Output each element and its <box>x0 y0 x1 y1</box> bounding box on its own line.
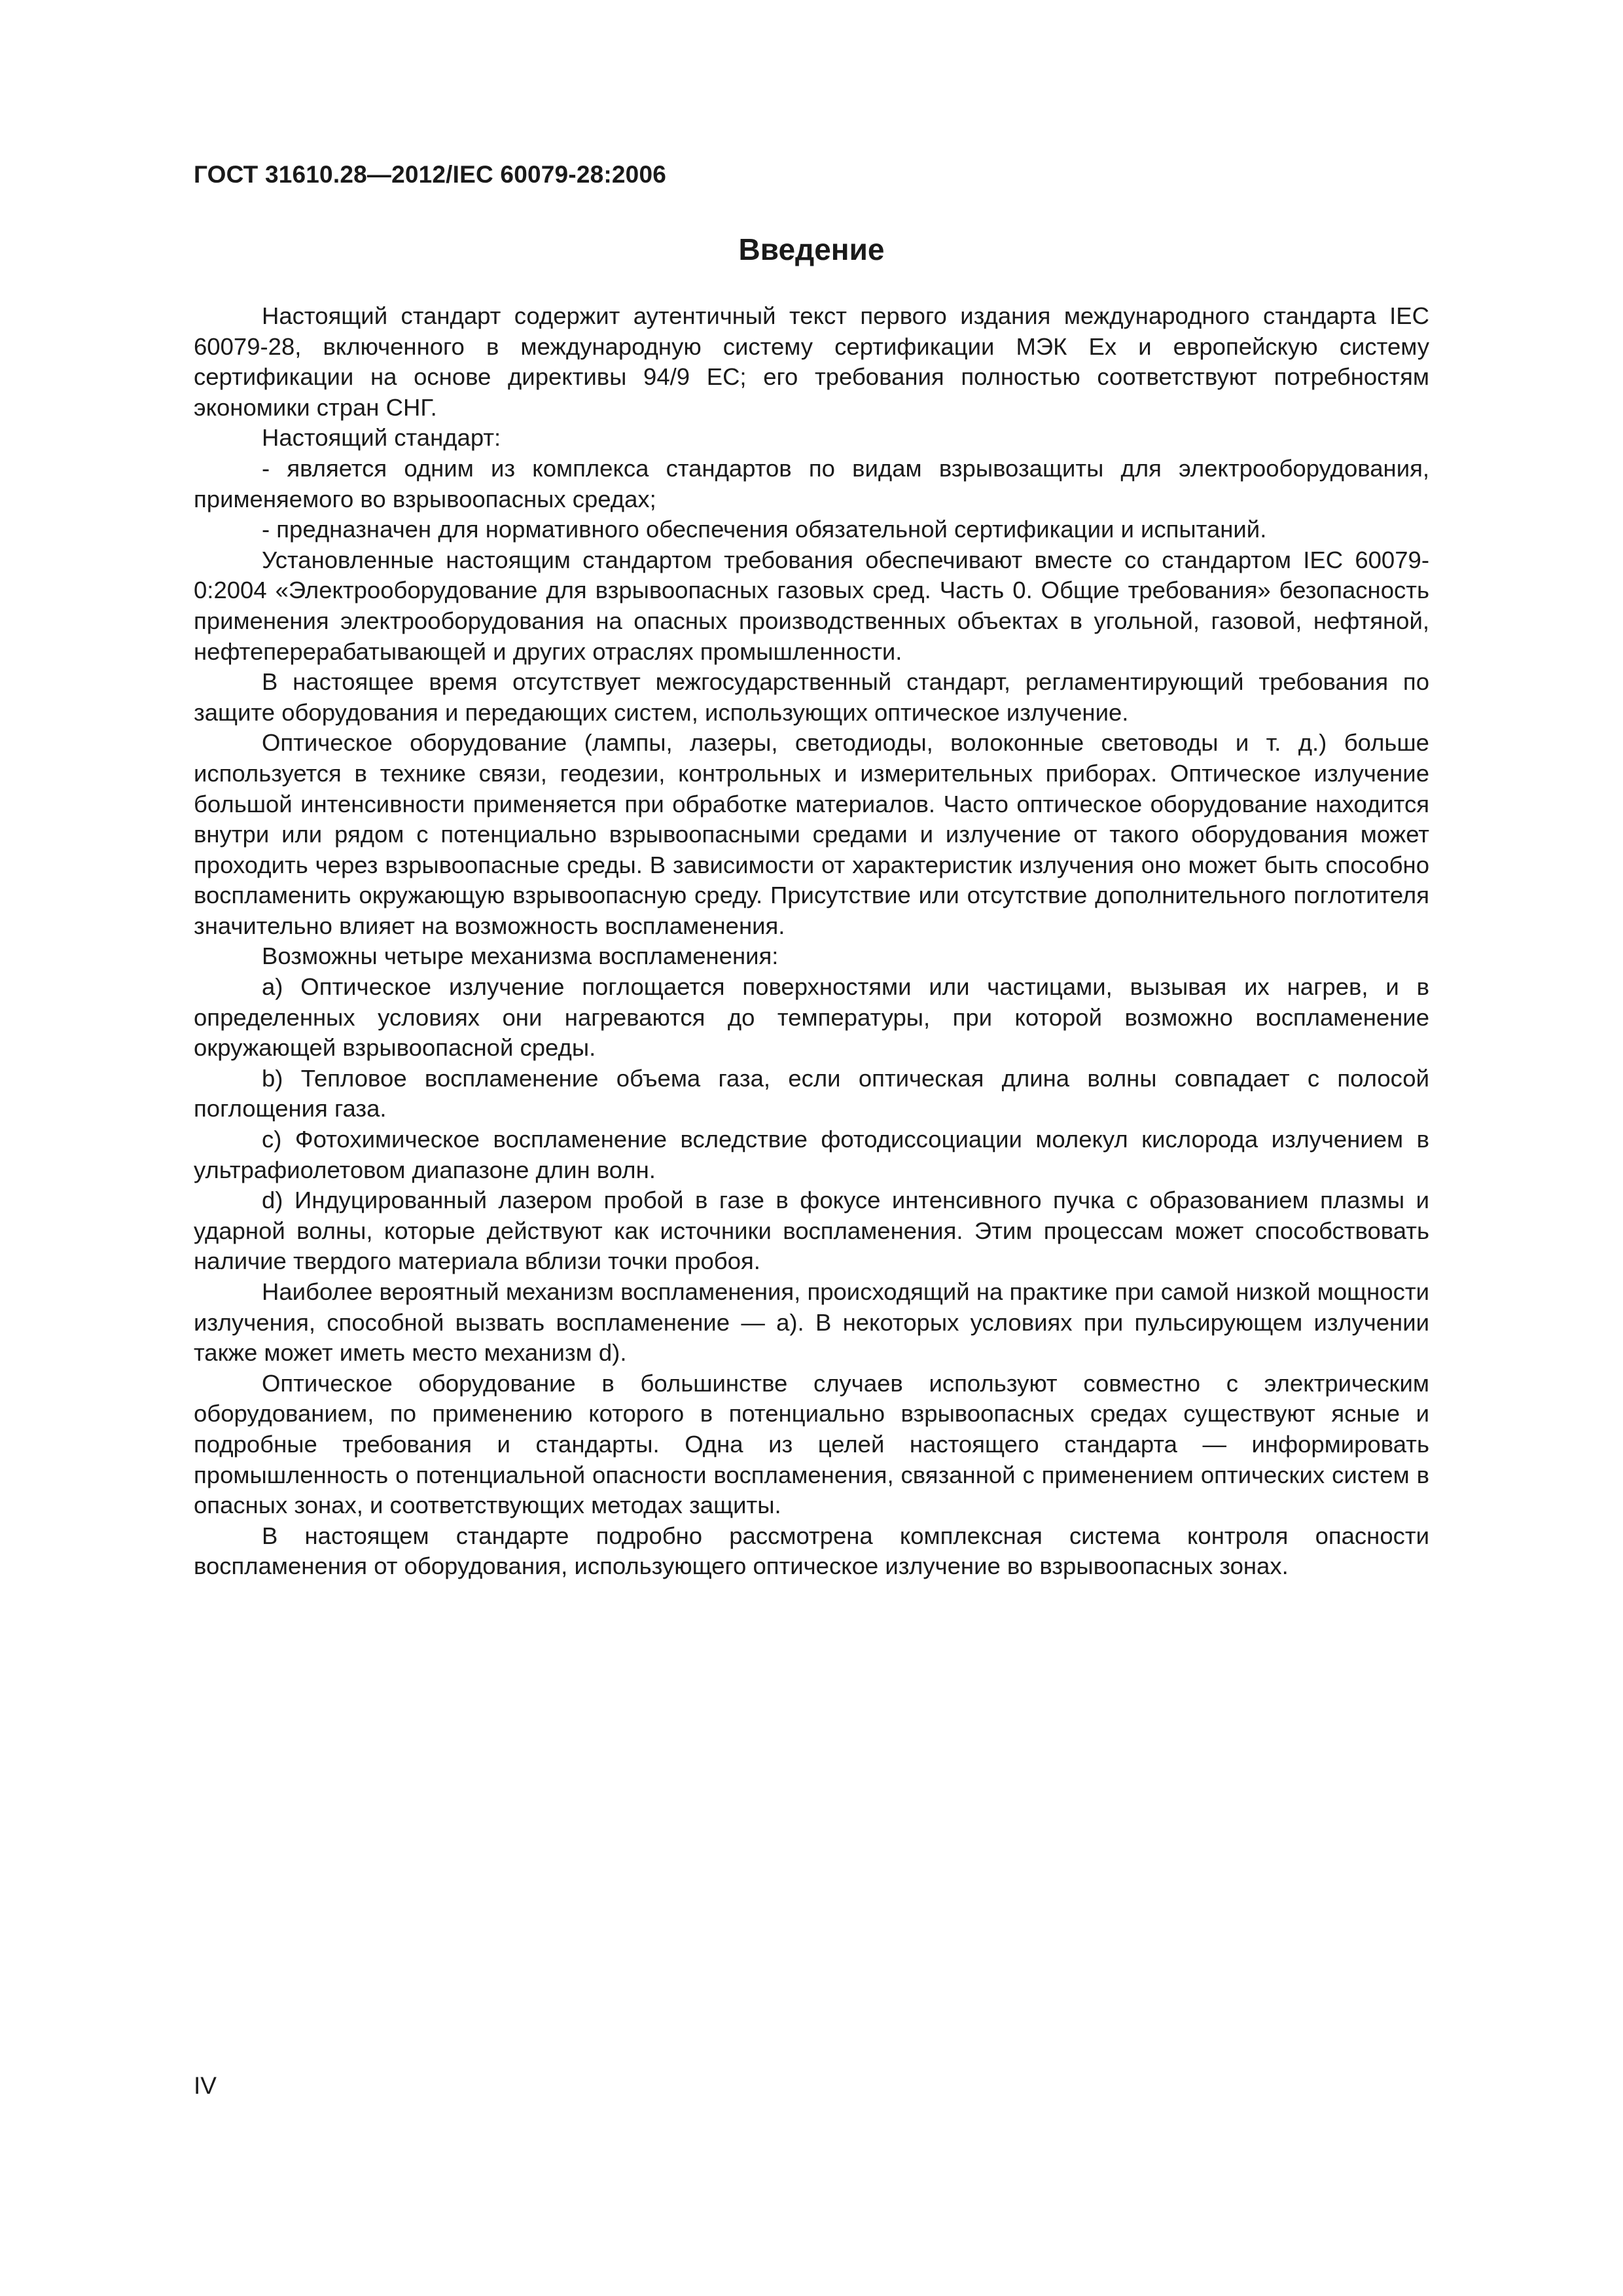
list-item-mechanism-a: a) Оптическое излучение поглощается поверхностями или частицами, вызывая их нагрев, и в определенных условиях они нагреваются до температуры, при которой возможно воспламенение окружающей взрывоопасной среды. <box>194 973 1429 1062</box>
paragraph: Установленные настоящим стандартом требования обеспечивают вместе со стандартом IEC 60079-0:2004 «Электрооборудование для взрывоопасных газовых сред. Часть 0. Общие требования» безопасность применения электрооборудования на опасных производственных объектах в угольной, газовой, нефтяной, нефтеперерабатывающей и других отраслях промышленности. <box>194 546 1429 665</box>
page-number: IV <box>194 2072 217 2099</box>
paragraph: Наиболее вероятный механизм воспламенения, происходящий на практике при самой низкой мощности излучения, способной вызвать воспламенение — a). В некоторых условиях при пульсирующем излучении также может иметь место механизм d). <box>194 1278 1429 1367</box>
list-item-mechanism-d: d) Индуцированный лазером пробой в газе в фокусе интенсивного пучка с образованием плазмы и ударной волны, которые действуют как источники воспламенения. Этим процессам может способствовать наличие твердого материала вблизи точки пробоя. <box>194 1187 1429 1275</box>
paragraph: - предназначен для нормативного обеспечения обязательной сертификации и испытаний. <box>262 516 1267 543</box>
paragraph: Оптическое оборудование (лампы, лазеры, светодиоды, волоконные световоды и т. д.) больше используется в технике связи, геодезии, контрольных и измерительных приборах. Оптическое излучение большой интенсивности применяется при обработке материалов. Часто оптическое оборудование находится внутри или рядом с потенциально взрывоопасными средами и излучение от такого оборудования может проходить через взрывоопасные среды. В зависимости от характеристик излучения оно может быть способно воспламенить окружающую взрывоопасную среду. Присутствие или отсутствие дополнительного поглотителя значительно влияет на возможность воспламенения. <box>194 729 1429 939</box>
paragraph: - является одним из комплекса стандартов по видам взрывозащиты для электрооборудования, применяемого во взрывоопасных средах; <box>194 454 1429 512</box>
list-item-mechanism-c: c) Фотохимическое воспламенение вследствие фотодиссоциации молекул кислорода излучением в ультрафиолетовом диапазоне длин волн. <box>194 1126 1429 1183</box>
document-header-standard-id: ГОСТ 31610.28—2012/IEC 60079-28:2006 <box>194 161 667 188</box>
list-item-mechanism-b: b) Тепловое воспламенение объема газа, если оптическая длина волны совпадает с полосой поглощения газа. <box>194 1064 1429 1122</box>
paragraph: Оптическое оборудование в большинстве случаев используют совместно с электрическим оборудованием, по применению которого в потенциально взрывоопасных средах существуют ясные и подробные требования и стандарты. Одна из целей настоящего стандарта — информировать промышленность о потенциальной опасности воспламенения, связанной с применением оптических систем в опасных зонах, и соответствующих методах защиты. <box>194 1369 1429 1519</box>
paragraph: Настоящий стандарт содержит аутентичный текст первого издания международного стандарта IEC 60079-28, включенного в международную систему сертификации МЭК Ех и европейскую систему сертификации на основе директивы 94/9 ЕС; его требования полностью соответствуют потребностям экономики стран СНГ. <box>194 302 1429 421</box>
paragraph: Настоящий стандарт: <box>262 424 501 452</box>
paragraph: В настоящем стандарте подробно рассмотрена комплексная система контроля опасности воспламенения от оборудования, использующего оптическое излучение во взрывоопасных зонах. <box>194 1522 1429 1580</box>
paragraph: Возможны четыре механизма воспламенения: <box>262 942 779 970</box>
paragraph: В настоящее время отсутствует межгосударственный стандарт, регламентирующий требования по защите оборудования и передающих систем, использующих оптическое излучение. <box>194 668 1429 726</box>
section-title: Введение <box>738 232 885 266</box>
body-text <box>194 301 1429 1582</box>
